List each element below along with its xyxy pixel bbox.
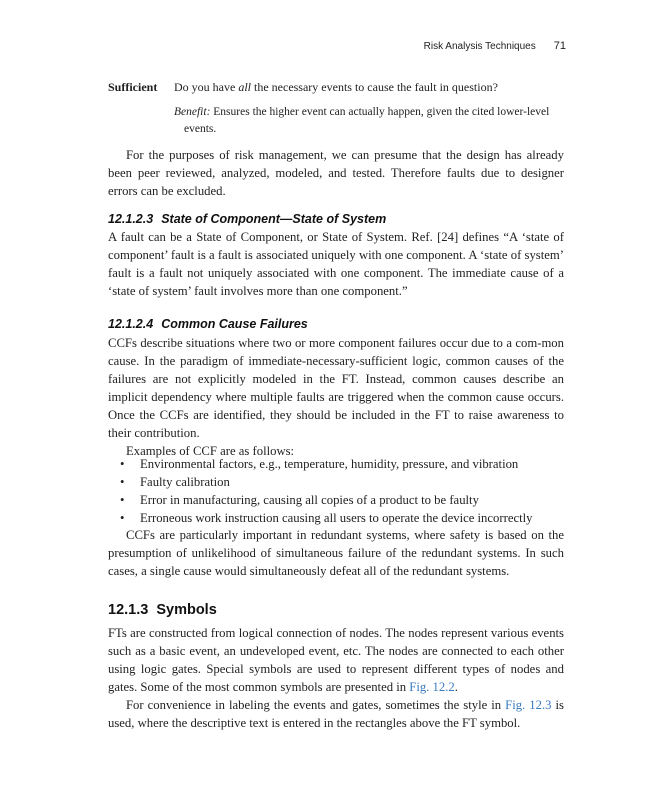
definition-term: Sufficient [108, 80, 158, 94]
page-number: 71 [553, 40, 566, 52]
examples-intro: Examples of CCF are as follows: [126, 444, 295, 458]
benefit-label: Benefit: [174, 106, 211, 118]
section-12-1-2-4-paragraph1: CCFs describe situations where two or more component failures occur due to a com-mon cause. In the paradigm of immediate-necessary-sufficient logic, common causes of the failures are not explicitly modeled in the FT. Instead, common causes describe an implicit dependency where multiple faults are triggered when the common cause occurs. Once the CCFs are identified, they should be included in the FT to raise awareness to their contribution. Examples of CCF are as follows: [108, 336, 564, 458]
ccf-examples-list [118, 455, 564, 527]
running-header [424, 40, 566, 52]
section-12-1-2-4-paragraph2: CCFs are particularly important in redundant systems, where safety is based on the presumption of unlikelihood of simultaneous failure of the redundant systems. In such cases, a single cause would simultaneously defeat all of the redundant systems. [108, 528, 564, 578]
definition-benefit: Benefit: Ensures the higher event can actually happen, given the cited lower-level events. [174, 106, 550, 135]
figure-link-12-3[interactable]: Fig. 12.3 [505, 698, 552, 712]
figure-link-12-2[interactable]: Fig. 12.2 [409, 680, 455, 694]
list-item: • Environmental factors, e.g., temperature, humidity, pressure, and vibration [118, 455, 564, 473]
section-heading-12-1-3: 12.1.3 Symbols [108, 602, 217, 618]
section-12-1-3-paragraphs: FTs are constructed from logical connection of nodes. The nodes represent various events such as a basic event, an undeveloped event, etc. The nodes are connected to each other using logic gates. Special symbols are used to represent different types of nodes and gates. Some of the most common symbols are presented in Fig. 12.2. For convenience in labeling the events and gates, sometimes the style in Fig. 12.3 is used, where the descriptive text is entered in the rectangles above the FT symbol. [108, 626, 564, 730]
list-item: • Error in manufacturing, causing all copies of a product to be faulty [118, 491, 564, 509]
list-item: • Faulty calibration [118, 473, 564, 491]
intro-paragraph: For the purposes of risk management, we can presume that the design has already been peer reviewed, analyzed, modeled, and tested. Therefore faults due to designer errors can be excluded. [108, 148, 564, 198]
section-heading-12-1-2-4: 12.1.2.4 Common Cause Failures [108, 317, 308, 331]
section-12-1-2-3-paragraph: A fault can be a State of Component, or State of System. Ref. [24] defines “A ‘state of component’ fault is a fault is associated uniquely with one component. A ‘state of system’ fault is a fault not uniquely associated with one component. The immediate cause of a ‘state of system’ fault involves more than one component.” [108, 230, 564, 298]
list-item: • Erroneous work instruction causing all users to operate the device incorrectly [118, 509, 564, 527]
definition-block [108, 78, 570, 138]
section-heading-12-1-2-3: 12.1.2.3 State of Component—State of System [108, 212, 387, 226]
running-title: Risk Analysis Techniques [423, 41, 536, 52]
definition-question: Do you have all the necessary events to cause the fault in question? [174, 80, 498, 94]
